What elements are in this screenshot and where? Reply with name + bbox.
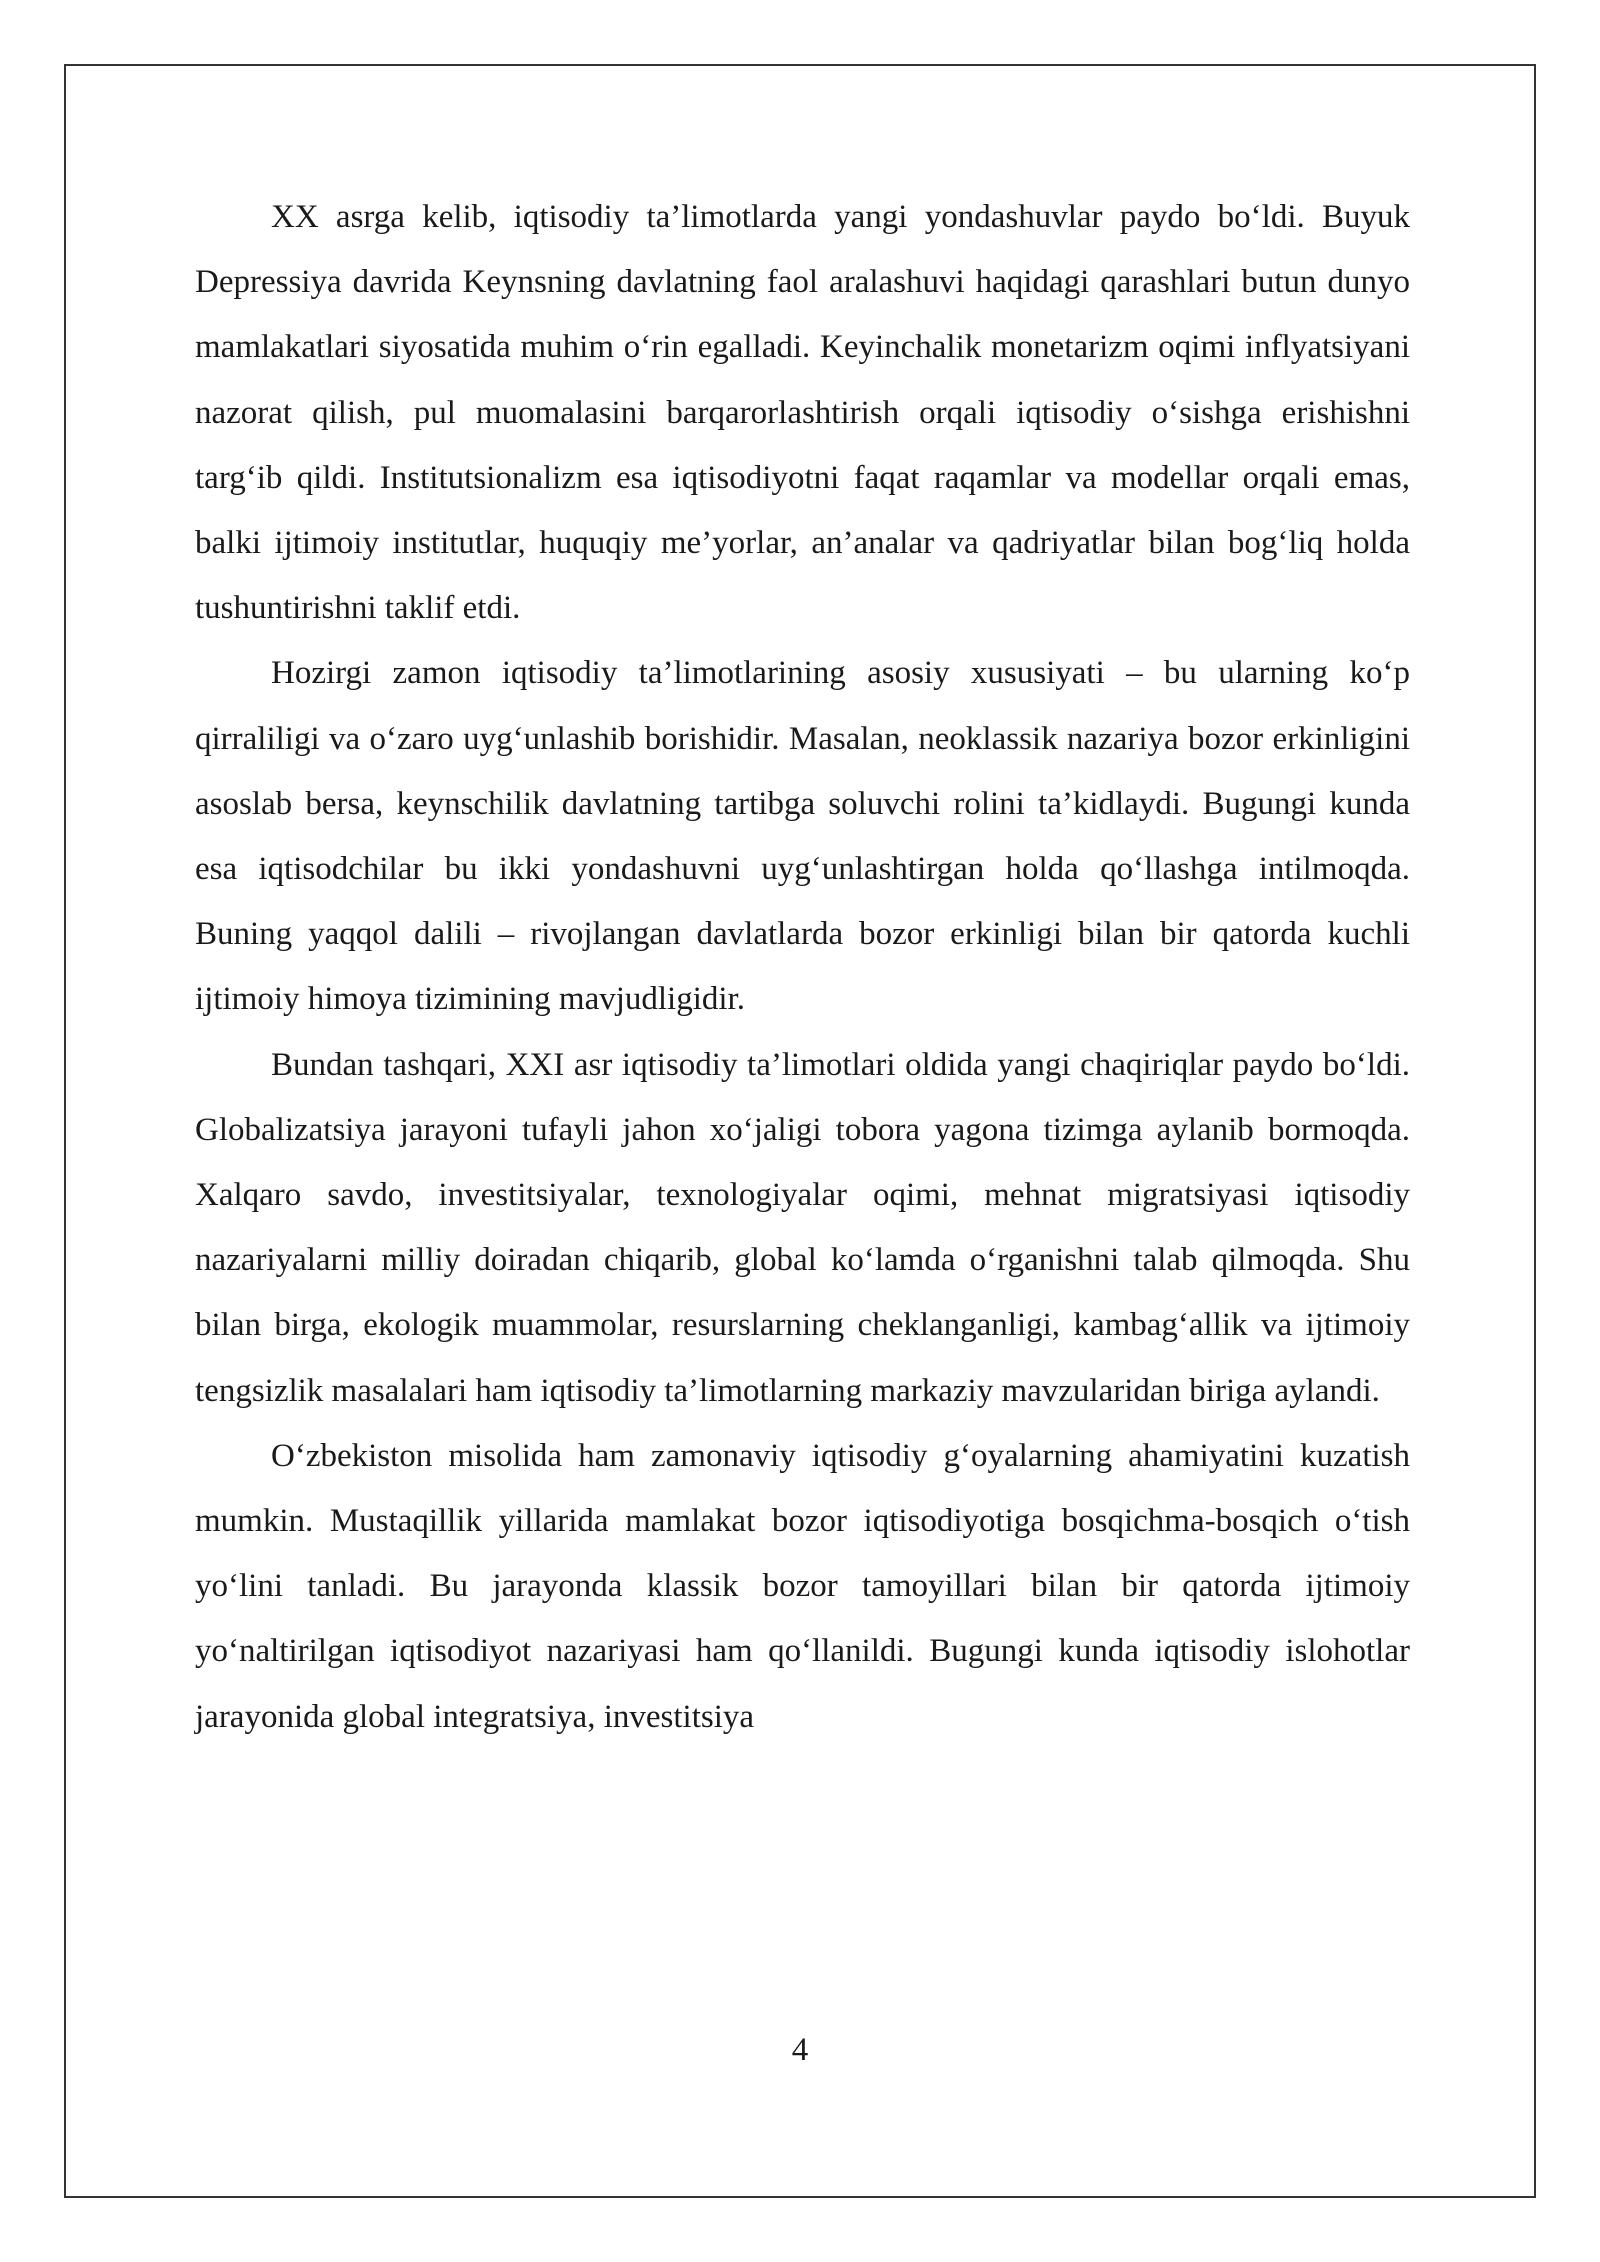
document-body [195, 185, 1410, 1750]
paragraph-1: XX asrga kelib, iqtisodiy ta’limotlarda yangi yondashuvlar paydo bo‘ldi. Buyuk Depressiya davrida Keynsning davlatning faol aralashuvi haqidagi qarashlari butun dunyo mamlakatlari siyosatida muhim o‘rin egalladi. Keyinchalik monetarizm oqimi inflyatsiyani nazorat qilish, pul muomalasini barqarorlashtirish orqali iqtisodiy o‘sishga erishishni targ‘ib qildi. Institutsionalizm esa iqtisodiyotni faqat raqamlar va modellar orqali emas, balki ijtimoiy institutlar, huquqiy me’yorlar, an’analar va qadriyatlar bilan bog‘liq holda tushuntirishni taklif etdi. [195, 199, 1410, 627]
paragraph-2: Hozirgi zamon iqtisodiy ta’limotlarining asosiy xususiyati – bu ularning ko‘p qirraliligi va o‘zaro uyg‘unlashib borishidir. Masalan, neoklassik nazariya bozor erkinligini asoslab bersa, keynschilik davlatning tartibga soluvchi rolini ta’kidlaydi. Bugungi kunda esa iqtisodchilar bu ikki yondashuvni uyg‘unlashtirgan holda qo‘llashga intilmoqda. Buning yaqqol dalili – rivojlangan davlatlarda bozor erkinligi bilan bir qatorda kuchli ijtimoiy himoya tizimining mavjudligidir. [195, 655, 1410, 1018]
paragraph-3: Bundan tashqari, XXI asr iqtisodiy ta’limotlari oldida yangi chaqiriqlar paydo bo‘ldi. Globalizatsiya jarayoni tufayli jahon xo‘jaligi tobora yagona tizimga aylanib bormoqda. Xalqaro savdo, investitsiyalar, texnologiyalar oqimi, mehnat migratsiyasi iqtisodiy nazariyalarni milliy doiradan chiqarib, global ko‘lamda o‘rganishni talab qilmoqda. Shu bilan birga, ekologik muammolar, resurslarning cheklanganligi, kambag‘allik va ijtimoiy tengsizlik masalalari ham iqtisodiy ta’limotlarning markaziy mavzularidan biriga aylandi. [195, 1046, 1410, 1409]
paragraph-4: O‘zbekiston misolida ham zamonaviy iqtisodiy g‘oyalarning ahamiyatini kuzatish mumkin. Mustaqillik yillarida mamlakat bozor iqtisodiyotiga bosqichma-bosqich o‘tish yo‘lini tanladi. Bu jarayonda klassik bozor tamoyillari bilan bir qatorda ijtimoiy yo‘naltirilgan iqtisodiyot nazariyasi ham qo‘llanildi. Bugungi kunda iqtisodiy islohotlar jarayonida global integratsiya, investitsiya [195, 1437, 1410, 1735]
page-number: 4 [791, 2032, 809, 2068]
